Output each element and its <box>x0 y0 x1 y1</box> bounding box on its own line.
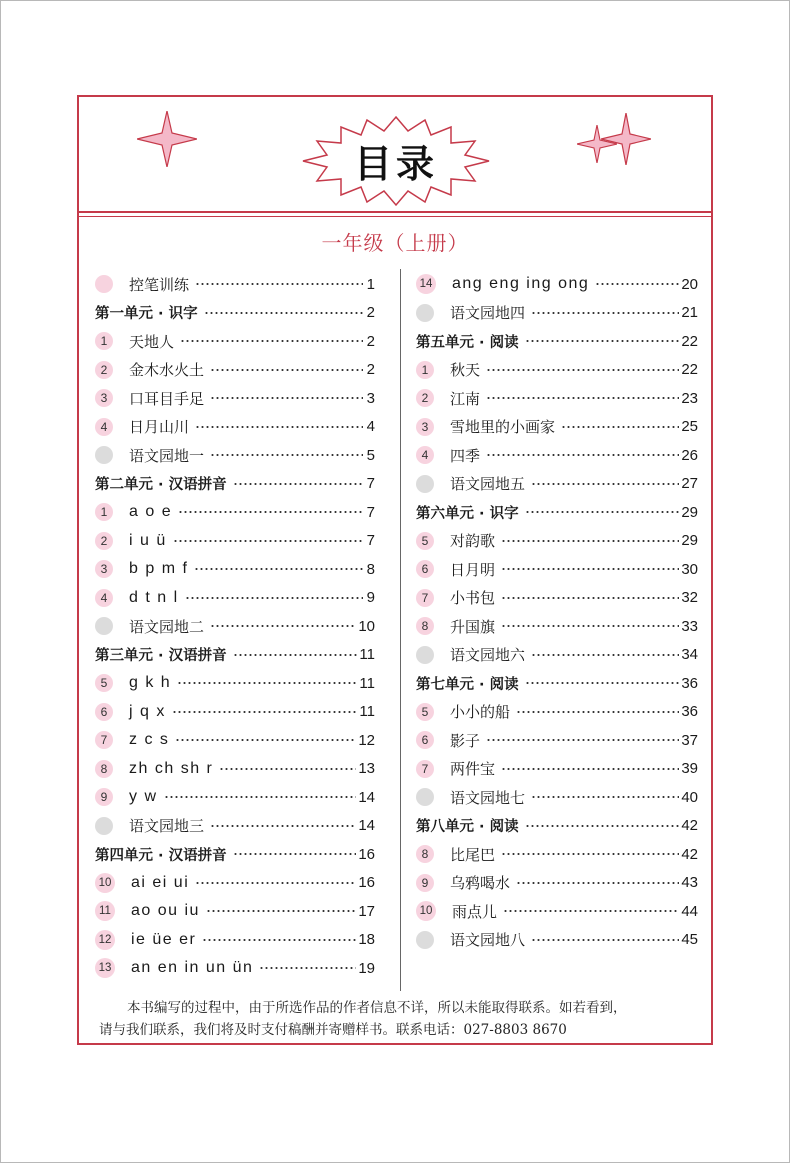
dot-leader <box>531 933 679 947</box>
entry-title: 语文园地四 <box>450 304 526 323</box>
page-number: 44 <box>681 902 698 920</box>
bullet-icon <box>95 275 113 293</box>
lesson-number-badge: 9 <box>416 874 434 892</box>
dot-leader <box>195 420 363 434</box>
unit-title: 第五单元 · 阅读 <box>416 334 519 351</box>
entry-title: 雨点儿 <box>452 902 498 921</box>
toc-entry <box>416 612 698 641</box>
lesson-number-badge: 5 <box>416 703 434 721</box>
entry-title: ie üe er <box>131 930 197 948</box>
page-number: 40 <box>681 788 698 806</box>
page-number: 17 <box>358 902 375 920</box>
toc-entry <box>416 926 698 955</box>
entry-title: 对韵歌 <box>450 532 496 551</box>
dot-leader <box>531 648 679 662</box>
lesson-number-badge: 8 <box>416 845 434 863</box>
dot-leader <box>195 277 363 291</box>
page-number: 22 <box>681 361 698 379</box>
toc-entry <box>95 926 375 955</box>
unit-title: 第一单元 · 识字 <box>95 306 198 323</box>
toc-entry <box>416 897 698 926</box>
toc-entry <box>416 869 698 898</box>
lesson-number-badge: 10 <box>416 901 436 921</box>
toc-entry <box>95 783 375 812</box>
page-title: 目录 <box>353 141 438 186</box>
toc-entry <box>95 584 375 613</box>
toc-entry <box>416 840 698 869</box>
dot-leader <box>194 562 363 576</box>
dot-leader <box>531 790 679 804</box>
dot-leader <box>210 391 363 405</box>
page-number: 19 <box>358 959 375 977</box>
dot-leader <box>531 306 679 320</box>
toc-entry <box>95 669 375 698</box>
footer-note <box>99 997 699 1041</box>
bullet-icon <box>416 304 434 322</box>
toc-entry <box>416 555 698 584</box>
lesson-number-badge: 2 <box>95 361 113 379</box>
lesson-number-badge: 2 <box>416 389 434 407</box>
dot-leader <box>195 876 356 890</box>
unit-title: 第四单元 · 汉语拼音 <box>95 847 227 864</box>
lesson-number-badge: 4 <box>416 446 434 464</box>
lesson-number-badge: 6 <box>416 731 434 749</box>
entry-title: d t n l <box>129 588 179 606</box>
lesson-number-badge: 1 <box>416 361 434 379</box>
entry-title: 日月山川 <box>129 418 190 437</box>
dot-leader <box>180 334 363 348</box>
entry-title: an en in un ün <box>131 959 254 977</box>
page-number: 14 <box>358 817 375 835</box>
dot-leader <box>486 448 679 462</box>
page-number: 30 <box>681 560 698 578</box>
toc-entry <box>416 641 698 670</box>
page-number: 42 <box>681 817 698 835</box>
lesson-number-badge: 11 <box>95 901 115 921</box>
toc-entry <box>95 755 375 784</box>
dot-leader <box>501 591 679 605</box>
star-icon-right-large <box>601 113 651 165</box>
dot-leader <box>503 904 679 918</box>
dot-leader <box>175 733 356 747</box>
dot-leader <box>233 477 363 491</box>
page-number: 37 <box>681 731 698 749</box>
entry-title: 小小的船 <box>450 703 511 722</box>
toc-unit-heading <box>95 840 375 869</box>
dot-leader <box>202 933 356 947</box>
entry-title: 雪地里的小画家 <box>450 418 556 437</box>
lesson-number-badge: 13 <box>95 958 115 978</box>
dot-leader <box>525 505 680 519</box>
toc-entry <box>416 299 698 328</box>
entry-title: 日月明 <box>450 560 496 579</box>
entry-title: 天地人 <box>129 332 175 351</box>
bullet-icon <box>95 617 113 635</box>
entry-title: 语文园地八 <box>450 931 526 950</box>
dot-leader <box>210 619 356 633</box>
page-number: 23 <box>681 389 698 407</box>
page-number: 29 <box>681 532 698 550</box>
lesson-number-badge: 8 <box>416 617 434 635</box>
lesson-number-badge: 1 <box>95 332 113 350</box>
lesson-number-badge: 4 <box>95 418 113 436</box>
page-number: 39 <box>681 760 698 778</box>
toc-entry <box>95 270 375 299</box>
bullet-icon <box>95 817 113 835</box>
lesson-number-badge: 7 <box>95 731 113 749</box>
entry-title: 秋天 <box>450 361 481 380</box>
page-number: 25 <box>681 418 698 436</box>
toc-entry <box>95 897 375 926</box>
toc-entry <box>416 413 698 442</box>
page-number: 11 <box>359 646 375 664</box>
toc-entry <box>95 954 375 983</box>
page-number: 2 <box>366 304 375 322</box>
toc-entry <box>416 527 698 556</box>
lesson-number-badge: 3 <box>416 418 434 436</box>
toc-entry <box>416 698 698 727</box>
lesson-number-badge: 9 <box>95 788 113 806</box>
page-number: 3 <box>366 389 375 407</box>
entry-title: 语文园地六 <box>450 646 526 665</box>
entry-title: 语文园地二 <box>129 617 205 636</box>
toc-frame <box>77 95 713 1045</box>
dot-leader <box>210 363 363 377</box>
entry-title: 语文园地五 <box>450 475 526 494</box>
dot-leader <box>486 363 679 377</box>
page-number: 11 <box>359 674 375 692</box>
toc-entry <box>416 270 698 299</box>
entry-title: 小书包 <box>450 589 496 608</box>
toc-entry <box>95 555 375 584</box>
dot-leader <box>210 819 356 833</box>
entry-title: g k h <box>129 674 172 692</box>
toc-left-column <box>95 270 375 983</box>
dot-leader <box>259 961 356 975</box>
entry-title: 乌鸦喝水 <box>450 874 511 893</box>
bullet-icon <box>416 646 434 664</box>
toc-unit-heading <box>416 498 698 527</box>
lesson-number-badge: 4 <box>95 589 113 607</box>
page-number: 45 <box>681 931 698 949</box>
page-number: 21 <box>681 304 698 322</box>
footer-line-1: 本书编写的过程中，由于所选作品的作者信息不详，所以未能取得联系。如若看到， <box>127 1000 627 1016</box>
unit-title: 第二单元 · 汉语拼音 <box>95 477 227 494</box>
unit-title: 第七单元 · 阅读 <box>416 676 519 693</box>
dot-leader <box>233 847 357 861</box>
entry-title: 语文园地七 <box>450 788 526 807</box>
lesson-number-badge: 10 <box>95 873 115 893</box>
toc-unit-heading <box>95 641 375 670</box>
page-number: 10 <box>358 617 375 635</box>
dot-leader <box>595 277 679 291</box>
toc-unit-heading <box>416 669 698 698</box>
entry-title: j q x <box>129 702 166 720</box>
entry-title: a o e <box>129 503 173 521</box>
dot-leader <box>516 876 679 890</box>
toc-entry <box>416 584 698 613</box>
header-rule <box>79 211 711 213</box>
entry-title: 口耳目手足 <box>129 389 205 408</box>
lesson-number-badge: 3 <box>95 560 113 578</box>
page-number: 29 <box>681 503 698 521</box>
entry-title: ai ei ui <box>131 873 190 891</box>
page-number: 13 <box>358 760 375 778</box>
footer-line-2: 请与我们联系，我们将及时支付稿酬并寄赠样书。联系电话：027-8803 8670 <box>99 1022 567 1038</box>
toc-unit-heading <box>95 470 375 499</box>
page-number: 11 <box>359 703 375 721</box>
entry-title: 影子 <box>450 731 481 750</box>
dot-leader <box>178 505 363 519</box>
toc-entry <box>95 384 375 413</box>
page-number: 20 <box>681 275 698 293</box>
lesson-number-badge: 12 <box>95 930 115 950</box>
toc-entry <box>95 327 375 356</box>
page-number: 42 <box>681 845 698 863</box>
page-number: 27 <box>681 475 698 493</box>
lesson-number-badge: 3 <box>95 389 113 407</box>
dot-leader <box>233 648 358 662</box>
dot-leader <box>486 391 679 405</box>
entry-title: 语文园地三 <box>129 817 205 836</box>
page-number: 18 <box>358 931 375 949</box>
entry-title: ao ou iu <box>131 902 200 920</box>
dot-leader <box>172 705 358 719</box>
entry-title: i u ü <box>129 531 167 549</box>
unit-title: 第八单元 · 阅读 <box>416 819 519 836</box>
lesson-number-badge: 6 <box>95 703 113 721</box>
toc-entry <box>416 384 698 413</box>
page-number: 5 <box>366 446 375 464</box>
toc-unit-heading <box>416 812 698 841</box>
bullet-icon <box>416 931 434 949</box>
page-number: 36 <box>681 674 698 692</box>
dot-leader <box>531 477 679 491</box>
page-number: 33 <box>681 617 698 635</box>
dot-leader <box>219 762 356 776</box>
lesson-number-badge: 5 <box>416 532 434 550</box>
bullet-icon <box>416 788 434 806</box>
entry-title: z c s <box>129 731 170 749</box>
toc-entry <box>95 413 375 442</box>
dot-leader <box>185 591 363 605</box>
page-number: 2 <box>366 332 375 350</box>
page-number: 7 <box>366 475 375 493</box>
dot-leader <box>210 448 363 462</box>
page-number: 2 <box>366 361 375 379</box>
grade-title: 一年级（上册） <box>321 231 469 255</box>
toc-entry <box>416 726 698 755</box>
page-number: 34 <box>681 646 698 664</box>
lesson-number-badge: 2 <box>95 532 113 550</box>
toc-entry <box>416 441 698 470</box>
star-icon-left <box>137 111 197 167</box>
toc-entry <box>416 755 698 784</box>
lesson-number-badge: 7 <box>416 760 434 778</box>
lesson-number-badge: 14 <box>416 274 436 294</box>
column-divider <box>400 269 401 991</box>
dot-leader <box>501 534 679 548</box>
dot-leader <box>177 676 357 690</box>
dot-leader <box>204 306 363 320</box>
page-number: 43 <box>681 874 698 892</box>
page-number: 16 <box>358 845 375 863</box>
toc-entry <box>95 812 375 841</box>
header <box>79 97 711 213</box>
toc-entry <box>416 783 698 812</box>
entry-title: y w <box>129 788 158 806</box>
toc-entry <box>95 498 375 527</box>
toc-entry <box>416 356 698 385</box>
dot-leader <box>501 619 679 633</box>
entry-title: ang eng ing ong <box>452 275 590 293</box>
entry-title: zh ch sh r <box>129 759 214 777</box>
toc-entry <box>95 726 375 755</box>
page-number: 36 <box>681 703 698 721</box>
dot-leader <box>501 562 679 576</box>
lesson-number-badge: 7 <box>416 589 434 607</box>
page-number: 22 <box>681 332 698 350</box>
dot-leader <box>501 762 679 776</box>
toc-unit-heading <box>95 299 375 328</box>
lesson-number-badge: 5 <box>95 674 113 692</box>
dot-leader <box>516 705 679 719</box>
entry-title: 控笔训练 <box>129 275 190 294</box>
toc-unit-heading <box>416 327 698 356</box>
bullet-icon <box>416 475 434 493</box>
entry-title: 金木水火土 <box>129 361 205 380</box>
toc-entry <box>95 527 375 556</box>
dot-leader <box>164 790 357 804</box>
toc-right-column <box>416 270 698 954</box>
entry-title: 四季 <box>450 446 481 465</box>
page-number: 26 <box>681 446 698 464</box>
page-number: 7 <box>366 503 375 521</box>
entry-title: 语文园地一 <box>129 446 205 465</box>
page-number: 9 <box>366 589 375 607</box>
toc-entry <box>95 869 375 898</box>
page-number: 8 <box>366 560 375 578</box>
entry-title: b p m f <box>129 560 189 578</box>
dot-leader <box>525 676 680 690</box>
dot-leader <box>173 534 363 548</box>
entry-title: 江南 <box>450 389 481 408</box>
dot-leader <box>525 819 680 833</box>
page-number: 12 <box>358 731 375 749</box>
page-number: 16 <box>358 874 375 892</box>
toc-entry <box>416 470 698 499</box>
page-number: 14 <box>358 788 375 806</box>
toc-entry <box>95 612 375 641</box>
entry-title: 升国旗 <box>450 617 496 636</box>
unit-title: 第三单元 · 汉语拼音 <box>95 648 227 665</box>
header-rule-thin <box>79 216 711 217</box>
toc-entry <box>95 356 375 385</box>
dot-leader <box>561 420 679 434</box>
lesson-number-badge: 1 <box>95 503 113 521</box>
toc-entry <box>95 441 375 470</box>
page-number: 4 <box>366 418 375 436</box>
page-number: 32 <box>681 589 698 607</box>
toc-entry <box>95 698 375 727</box>
lesson-number-badge: 8 <box>95 760 113 778</box>
entry-title: 比尾巴 <box>450 845 496 864</box>
bullet-icon <box>95 446 113 464</box>
page-number: 7 <box>366 532 375 550</box>
entry-title: 两件宝 <box>450 760 496 779</box>
dot-leader <box>486 733 679 747</box>
page-number: 1 <box>366 275 375 293</box>
dot-leader <box>525 334 680 348</box>
dot-leader <box>206 904 356 918</box>
dot-leader <box>501 847 679 861</box>
unit-title: 第六单元 · 识字 <box>416 505 519 522</box>
lesson-number-badge: 6 <box>416 560 434 578</box>
